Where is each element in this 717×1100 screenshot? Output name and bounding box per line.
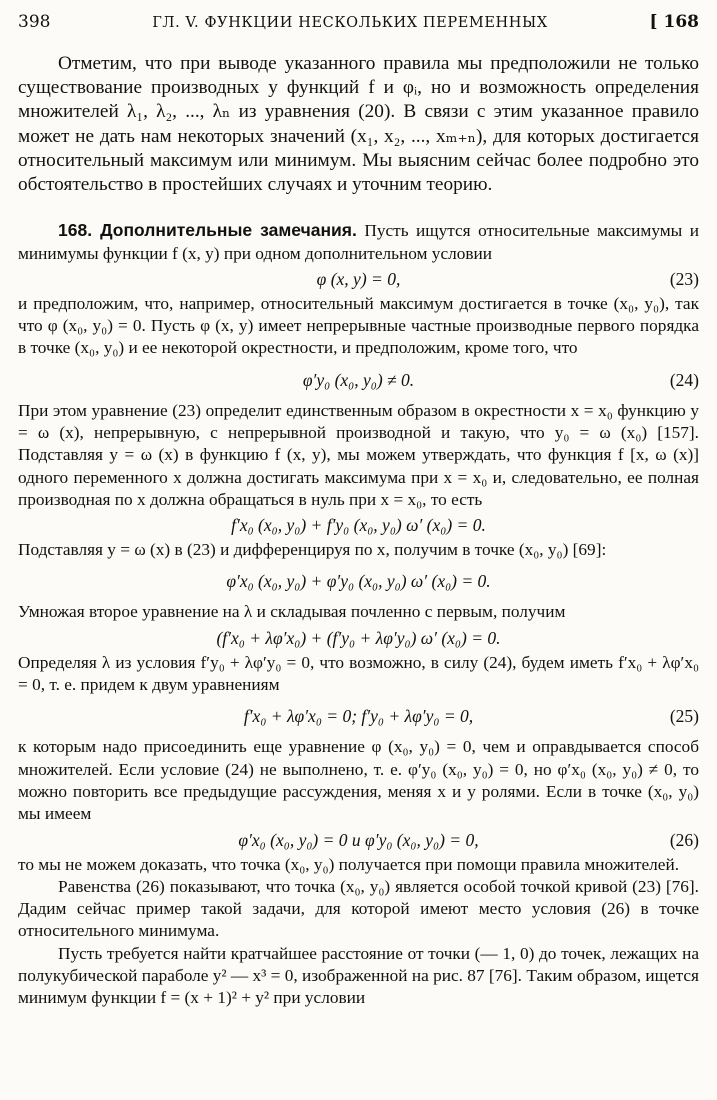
chapter-title: ГЛ. V. ФУНКЦИИ НЕСКОЛЬКИХ ПЕРЕМЕННЫХ [152,15,548,31]
equation-combined [18,626,699,650]
equation-phi-derivative-body: φ′x₀ (x₀, y₀) + φ′y₀ (x₀, y₀) ω′ (x₀) = 0. [226,571,491,592]
page-number: 398 [18,12,51,32]
paragraph-intro: Отметим, что при выводе указанного правила мы предположили не только существование производных у функций f и φᵢ, но и возможность определения множителей λ₁, λ₂, ..., λₙ из уравнения (20). В связи с этим указанное правило может не дать нам некоторых значений (x₁, x₂, ..., xₘ₊ₙ), для которых достигается относительный максимум или минимум. Мы выясним сейчас более подробно это обстоятельство в простейших случаях и уточним теорию. [18,53,699,196]
equation-total-derivative [18,513,699,537]
equation-26 [18,828,699,852]
paragraph-define-lambda: Определяя λ из условия f′y₀ + λφ′y₀ = 0, что возможно, в силу (24), будем иметь f′x₀ + λφ′x₀ = 0, т. е. придем к двум уравнениям [18,652,699,695]
equation-25 [18,704,699,728]
equation-24 [18,368,699,392]
equation-23 [18,267,699,291]
page-body [18,52,699,1010]
section-heading: 168. Дополнительные замечания. [58,220,357,241]
equation-phi-derivative [18,569,699,593]
section-168-paragraph [18,219,699,265]
running-head [18,12,699,40]
paragraph-multiplier-method: к которым надо присоединить еще уравнение φ (x₀, y₀) = 0, чем и оправдывается способ множителей. Если условие (24) не выполнено, т. е. φ′y₀ (x₀, y₀) = 0, но φ′x₀ (x₀, y₀) ≠ 0, то можно повторить все предыдущие рассуждения, меняя x и y ролями. Если в точке (x₀, y₀) мы имеем [18,737,699,824]
paragraph-implicit-function: При этом уравнение (23) определит единственным образом в окрестности x = x₀ функцию y = ω (x), непрерывную, с непрерывной производной и такую, что y₀ = ω (x₀) [157]. Подставляя y = ω (x) в функцию f (x, y), мы можем утверждать, что функция f [x, ω (x)] одного переменного x должна достигать максимума при x = x₀ и, следовательно, ее полная производная по x должна обращаться в нуль при x = x₀, то есть [18,400,699,509]
equation-26-number: (26) [669,829,699,850]
section-168-text: Пусть ищутся относительные максимумы и минимумы функции f (x, y) при одном дополнительном условии [18,221,699,263]
equation-26-body: φ′x₀ (x₀, y₀) = 0 и φ′y₀ (x₀, y₀) = 0, [238,829,479,850]
paragraph-example: Пусть требуется найти кратчайшее расстояние от точки (— 1, 0) до точек, лежащих на полукубической параболе y² — x³ = 0, изображенной на рис. 87 [76]. Таким образом, ищется минимум функции f = (x + 1)² + y² при условии [18,943,699,1008]
equation-23-body: φ (x, y) = 0, [316,268,401,289]
equation-25-number: (25) [669,706,699,727]
paragraph-substitute: Подставляя y = ω (x) в (23) и дифференцируя по x, получим в точке (x₀, y₀) [69]: [18,540,607,560]
paragraph-cannot-prove: то мы не можем доказать, что точка (x₀, y₀) получается при помощи правила множителей. [18,854,680,874]
equation-combined-body: (f′x₀ + λφ′x₀) + (f′y₀ + λφ′y₀) ω′ (x₀) = 0. [216,627,501,648]
paragraph-multiply: Умножая второе уравнение на λ и складывая почленно с первым, получим [18,602,566,622]
equation-total-derivative-body: f′x₀ (x₀, y₀) + f′y₀ (x₀, y₀) ω′ (x₀) = 0. [231,515,486,536]
paragraph-assume-max: и предположим, что, например, относительный максимум достигается в точке (x₀, y₀), так что φ (x₀, y₀) = 0. Пусть φ (x, y) имеет непрерывные частные производные первого порядка в точке (x₀, y₀) и ее некоторой окрестности, и предположим, кроме того, что [18,293,699,358]
equation-24-body: φ′y₀ (x₀, y₀) ≠ 0. [302,369,415,390]
section-number: [ 168 [649,12,699,32]
paragraph-singular-point: Равенства (26) показывают, что точка (x₀, y₀) является особой точкой кривой (23) [76]. Дадим сейчас пример такой задачи, для которой имеют место условия (26) в точке относительного минимума. [18,876,699,941]
equation-24-number: (24) [669,369,699,390]
equation-25-body: f′x₀ + λφ′x₀ = 0; f′y₀ + λφ′y₀ = 0, [243,706,474,727]
equation-23-number: (23) [669,268,699,289]
